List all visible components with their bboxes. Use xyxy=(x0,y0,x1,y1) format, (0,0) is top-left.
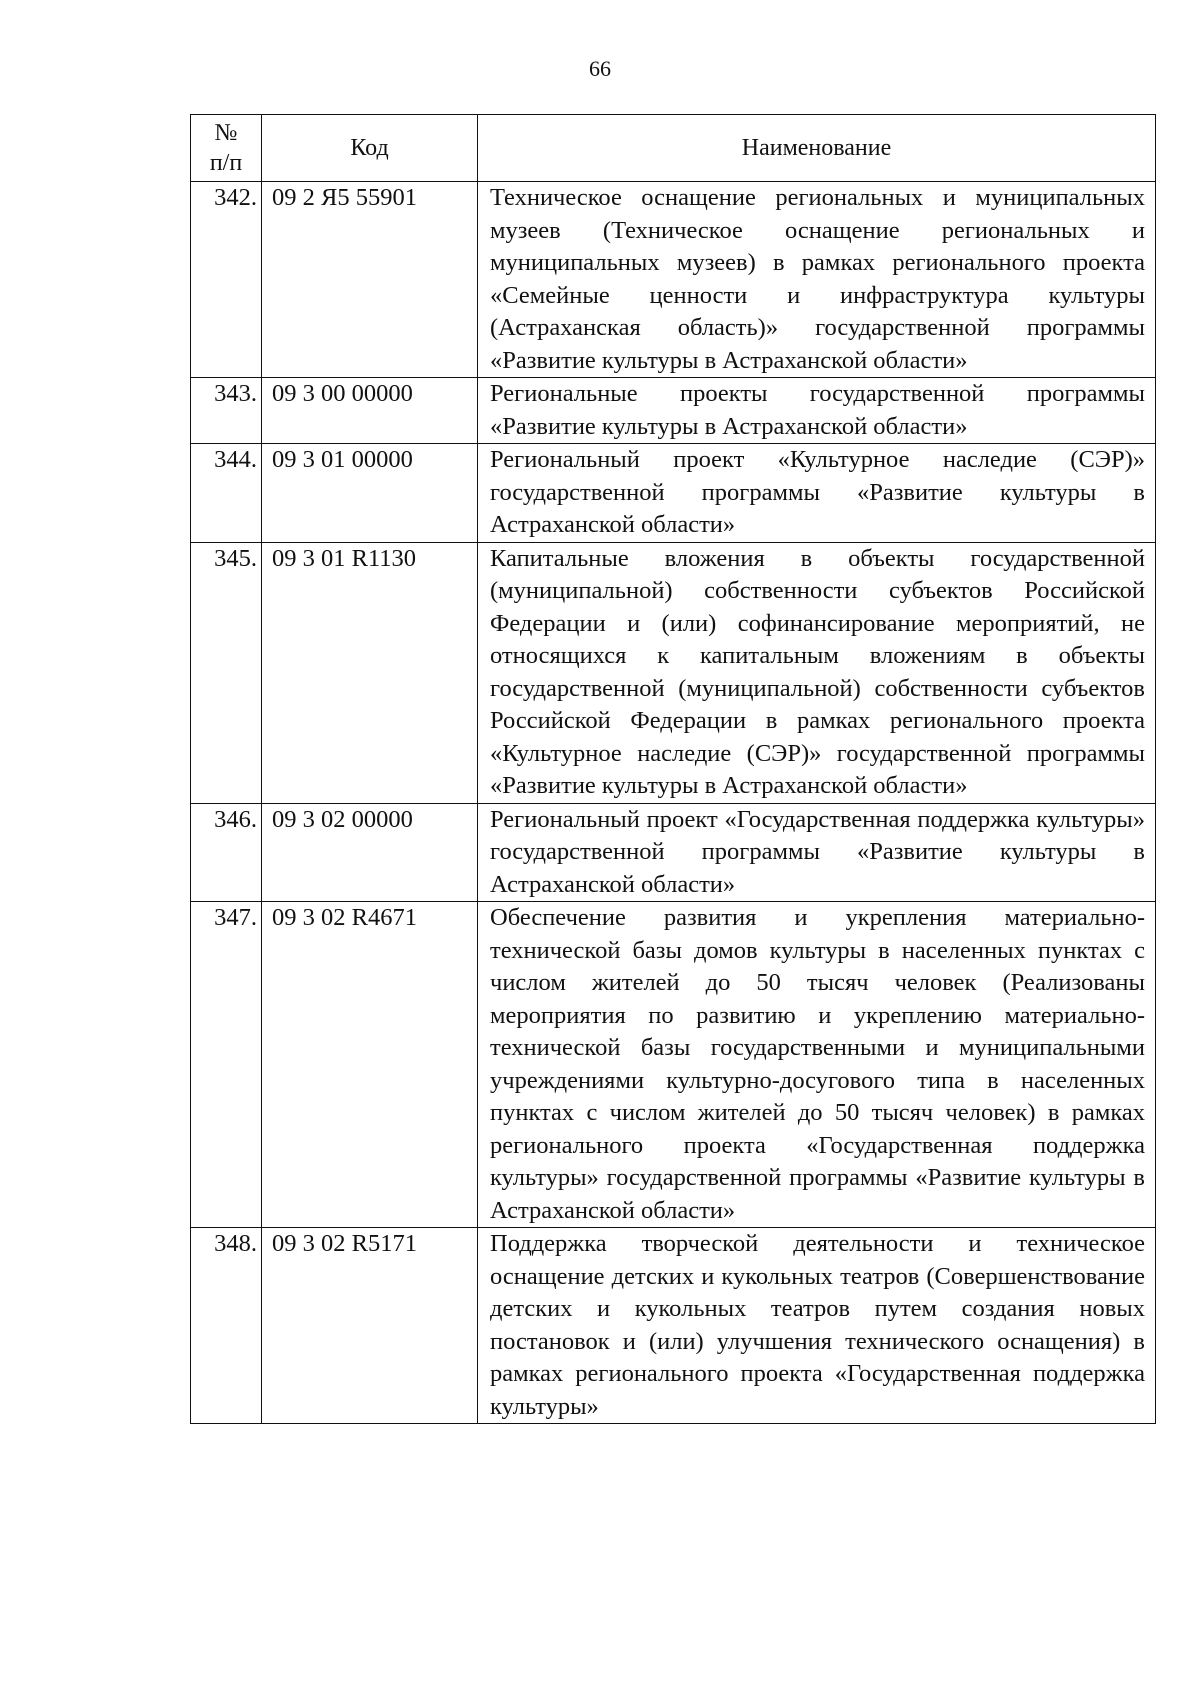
table-row xyxy=(191,803,1156,902)
row-name: Обеспечение развития и укрепления материально-технической базы домов культуры в населенных пунктах с числом жителей до 50 тысяч человек (Реализованы мероприятия по развитию и укреплению материально-технической базы государственными и муниципальными учреждениями культурно-досугового типа в населенных пунктах с числом жителей до 50 тысяч человек) в рамках регионального проекта «Государственная поддержка культуры» государственной программы «Развитие культуры в Астраханской области» xyxy=(478,902,1156,1228)
row-code: 09 3 02 R5171 xyxy=(262,1228,478,1424)
row-code: 09 3 00 00000 xyxy=(262,378,478,444)
row-code: 09 3 02 R4671 xyxy=(262,902,478,1228)
header-name: Наименование xyxy=(478,115,1156,182)
row-name: Капитальные вложения в объекты государственной (муниципальной) собственности субъектов Российской Федерации и (или) софинансирование мероприятий, не относящихся к капитальным вложениям в объекты государственной (муниципальной) собственности субъектов Российской Федерации в рамках регионального проекта «Культурное наследие (СЭР)» государственной программы «Развитие культуры в Астраханской области» xyxy=(478,542,1156,803)
row-code: 09 3 01 R1130 xyxy=(262,542,478,803)
header-number-sign: № xyxy=(214,120,238,146)
page-number: 66 xyxy=(589,56,611,81)
table-row xyxy=(191,182,1156,378)
row-code: 09 2 Я5 55901 xyxy=(262,182,478,378)
header-number xyxy=(191,115,262,182)
header-code: Код xyxy=(262,115,478,182)
table-row xyxy=(191,444,1156,543)
budget-code-table xyxy=(190,114,1156,1424)
row-number: 344. xyxy=(191,444,262,543)
row-number: 347. xyxy=(191,902,262,1228)
table-row xyxy=(191,902,1156,1228)
row-number: 345. xyxy=(191,542,262,803)
table-header-row xyxy=(191,115,1156,182)
header-number-abbr: п/п xyxy=(209,150,243,176)
table-row xyxy=(191,542,1156,803)
row-code: 09 3 02 00000 xyxy=(262,803,478,902)
row-name: Региональный проект «Культурное наследие (СЭР)» государственной программы «Развитие культуры в Астраханской области» xyxy=(478,444,1156,543)
row-name: Региональный проект «Государственная поддержка культуры» государственной программы «Развитие культуры в Астраханской области» xyxy=(478,803,1156,902)
row-number: 342. xyxy=(191,182,262,378)
table-row xyxy=(191,378,1156,444)
row-number: 346. xyxy=(191,803,262,902)
row-code: 09 3 01 00000 xyxy=(262,444,478,543)
row-name: Поддержка творческой деятельности и техническое оснащение детских и кукольных театров (Совершенствование детских и кукольных театров путем создания новых постановок и (или) улучшения технического оснащения) в рамках регионального проекта «Государственная поддержка культуры» xyxy=(478,1228,1156,1424)
row-number: 348. xyxy=(191,1228,262,1424)
row-name: Техническое оснащение региональных и муниципальных музеев (Техническое оснащение региональных и муниципальных музеев) в рамках регионального проекта «Семейные ценности и инфраструктура культуры (Астраханская область)» государственной программы «Развитие культуры в Астраханской области» xyxy=(478,182,1156,378)
row-name: Региональные проекты государственной программы «Развитие культуры в Астраханской области» xyxy=(478,378,1156,444)
table-row xyxy=(191,1228,1156,1424)
row-number: 343. xyxy=(191,378,262,444)
